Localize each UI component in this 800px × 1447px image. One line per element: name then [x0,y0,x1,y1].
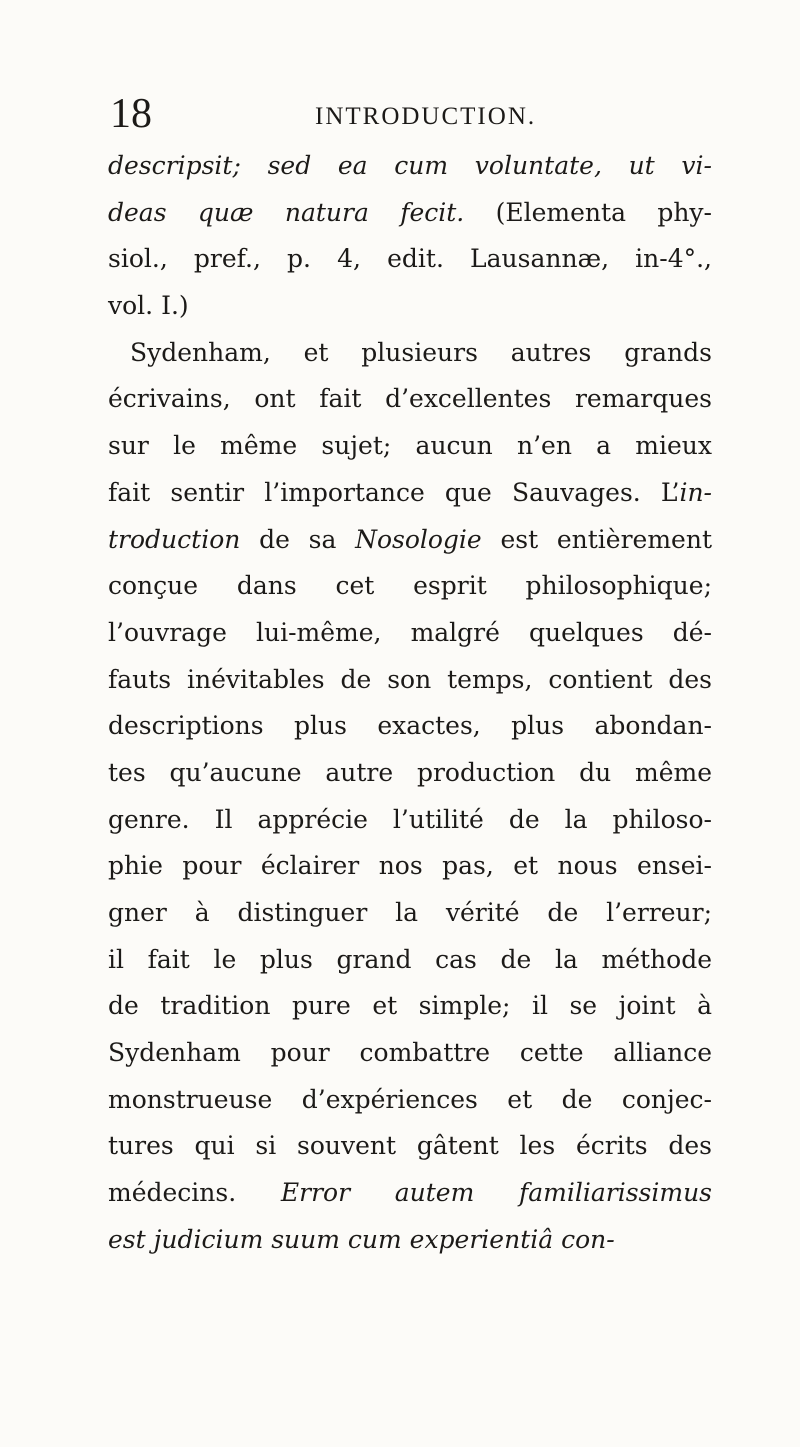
italic-text: troduction [108,524,241,554]
text-line [108,1217,712,1264]
italic-text: deas quæ natura fecit. [108,197,465,227]
text-line [108,143,712,190]
roman-text: Sydenham, et plusieurs autres grands [130,337,712,367]
text-line [108,937,712,984]
roman-text: phie pour éclairer nos pas, et nous ensei- [108,851,712,881]
roman-text: de tradition pure et simple; il se joint à [108,991,712,1021]
italic-text: in- [679,477,712,507]
text-line [108,703,712,750]
text-line [108,843,712,890]
roman-text: tes qu’aucune autre production du même [108,757,712,787]
text-line [108,563,712,610]
roman-text: est entièrement [481,524,712,554]
roman-text: fait sentir l’importance que Sauvages. L’ [108,477,680,507]
text-line [108,1123,712,1170]
text-line [108,1030,712,1077]
text-line [108,283,712,330]
roman-text: il fait le plus grand cas de la méthode [108,944,712,974]
roman-text: médecins. [108,1178,281,1208]
text-line [108,890,712,937]
roman-text: vol. I.) [108,291,189,321]
roman-text: conçue dans cet esprit philosophique; [108,571,712,601]
roman-text: tures qui si souvent gâtent les écrits des [108,1131,712,1161]
roman-text: fauts inévitables de son temps, contient des [108,664,712,694]
roman-text: descriptions plus exactes, plus abondan- [108,711,712,741]
italic-text: est judicium suum cum experientiâ con- [108,1224,615,1254]
roman-text: sur le même sujet; aucun n’en a mieux [108,431,712,461]
roman-text: de sa [240,524,356,554]
text-line [108,330,712,377]
roman-text: genre. Il apprécie l’utilité de la philoso- [108,804,712,834]
text-line [108,376,712,423]
text-line [108,610,712,657]
text-line [108,657,712,704]
italic-text: descripsit; sed ea cum voluntate, ut vi- [108,151,712,180]
text-line [108,190,712,237]
page-number: 18 [110,91,152,137]
text-line [108,470,712,517]
italic-text: Nosologie [355,524,482,554]
roman-text: l’ouvrage lui-même, malgré quelques dé- [108,617,712,647]
italic-text: Error autem familiarissimus [280,1178,713,1208]
body-text [108,143,712,1264]
running-head: INTRODUCTION. [315,103,537,130]
roman-text: monstrueuse d’expériences et de conjec- [108,1084,712,1114]
text-line [108,797,712,844]
page-header [110,92,670,136]
roman-text: gner à distinguer la vérité de l’erreur; [108,898,712,927]
roman-text: écrivains, ont fait d’excellentes remarques [108,384,712,414]
text-line [108,236,712,283]
roman-text: Sydenham pour combattre cette alliance [108,1038,712,1068]
roman-text: siol., pref., p. 4, edit. Lausannæ, in-4°., [108,244,712,274]
text-line [108,1170,712,1217]
text-line [108,423,712,470]
text-line [108,983,712,1030]
text-line [108,517,712,564]
roman-text: (Elementa phy- [464,197,712,227]
text-line [108,750,712,797]
text-line [108,1077,712,1124]
